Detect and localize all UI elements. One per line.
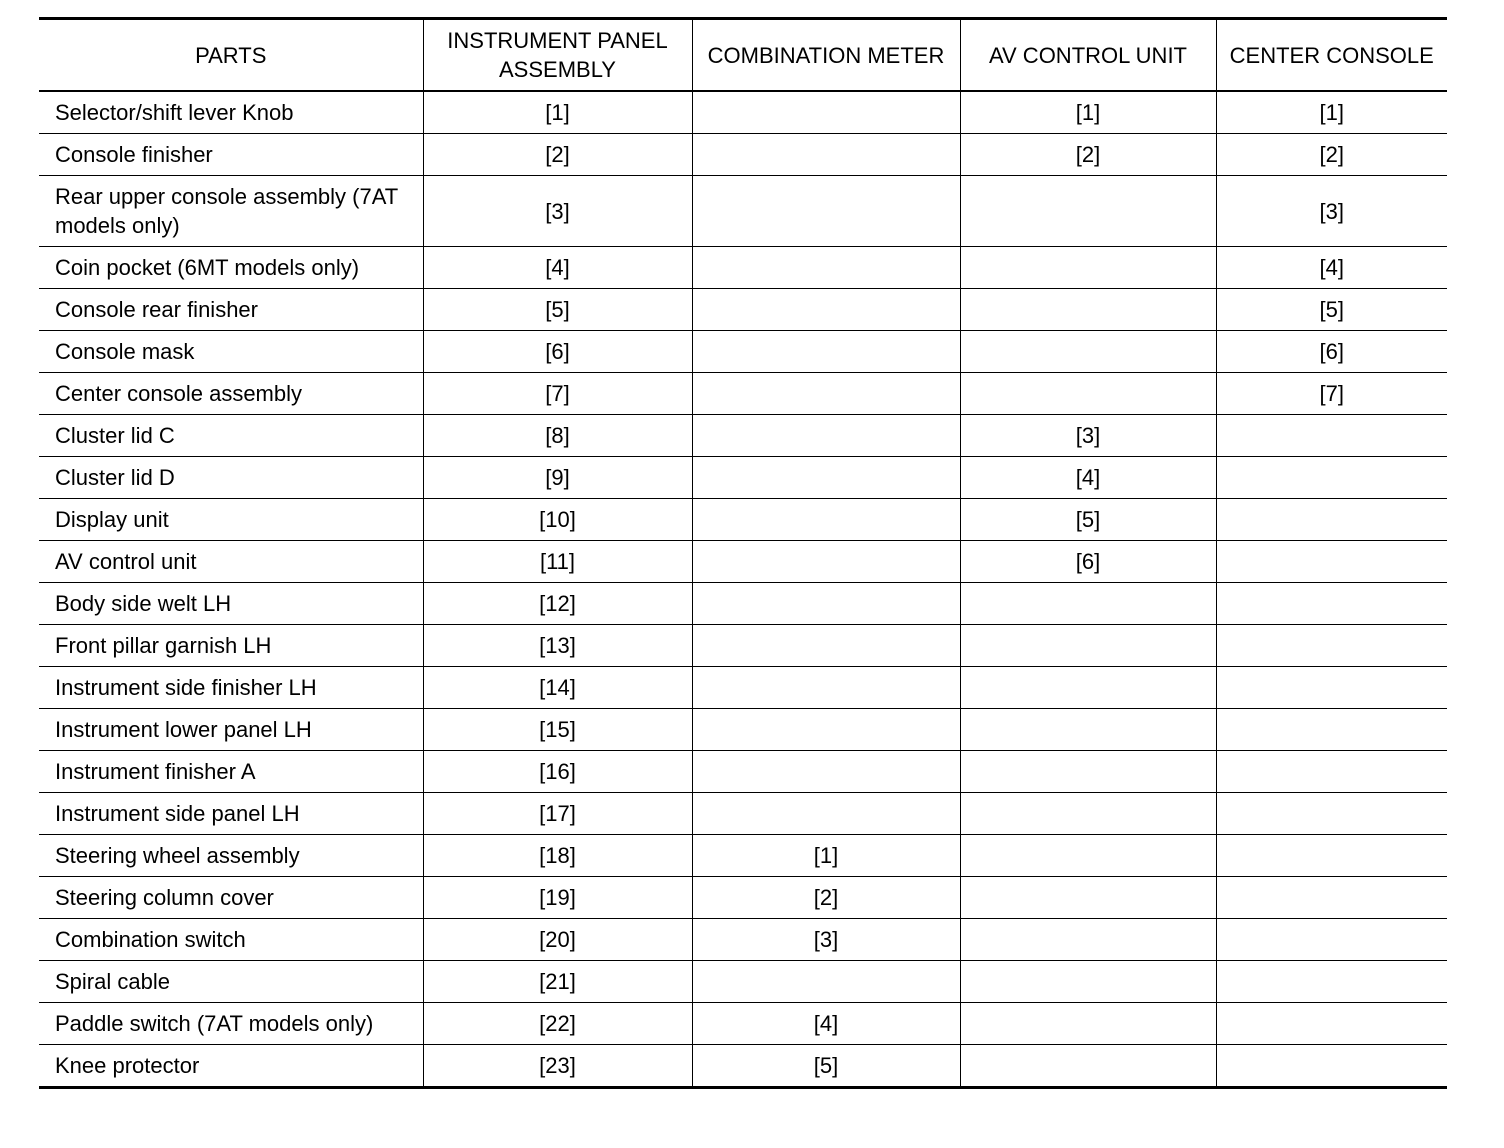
table-row	[39, 176, 1447, 247]
av-control-unit-cell: [2]	[960, 134, 1216, 176]
table-row	[39, 835, 1447, 877]
part-name-cell: Body side welt LH	[39, 583, 423, 625]
center-console-cell	[1216, 625, 1447, 667]
av-control-unit-cell: [5]	[960, 499, 1216, 541]
part-name-cell: Instrument finisher A	[39, 751, 423, 793]
part-name-cell: Cluster lid D	[39, 457, 423, 499]
table-row	[39, 457, 1447, 499]
part-name-cell: Steering wheel assembly	[39, 835, 423, 877]
table-row	[39, 1003, 1447, 1045]
av-control-unit-cell	[960, 835, 1216, 877]
av-control-unit-cell	[960, 961, 1216, 1003]
table-row	[39, 793, 1447, 835]
av-control-unit-cell	[960, 1003, 1216, 1045]
instrument-panel-assembly-cell: [21]	[423, 961, 692, 1003]
table-row	[39, 1045, 1447, 1088]
table-row	[39, 709, 1447, 751]
part-name-cell: Instrument side panel LH	[39, 793, 423, 835]
part-name-cell: Paddle switch (7AT models only)	[39, 1003, 423, 1045]
combination-meter-cell	[692, 331, 960, 373]
header-row	[39, 19, 1447, 92]
part-name-cell: AV control unit	[39, 541, 423, 583]
combination-meter-cell	[692, 751, 960, 793]
part-name-cell: Display unit	[39, 499, 423, 541]
av-control-unit-cell	[960, 176, 1216, 247]
center-console-cell	[1216, 415, 1447, 457]
instrument-panel-assembly-cell: [14]	[423, 667, 692, 709]
combination-meter-cell	[692, 415, 960, 457]
av-control-unit-cell	[960, 247, 1216, 289]
center-console-cell	[1216, 499, 1447, 541]
instrument-panel-assembly-cell: [8]	[423, 415, 692, 457]
center-console-cell	[1216, 457, 1447, 499]
part-name-cell: Rear upper console assembly (7AT models only)	[39, 176, 423, 247]
combination-meter-cell	[692, 176, 960, 247]
center-console-cell: [7]	[1216, 373, 1447, 415]
table-row	[39, 625, 1447, 667]
center-console-cell: [4]	[1216, 247, 1447, 289]
combination-meter-cell	[692, 709, 960, 751]
instrument-panel-assembly-cell: [13]	[423, 625, 692, 667]
instrument-panel-assembly-cell: [7]	[423, 373, 692, 415]
combination-meter-cell	[692, 541, 960, 583]
instrument-panel-assembly-cell: [6]	[423, 331, 692, 373]
combination-meter-cell: [2]	[692, 877, 960, 919]
combination-meter-cell: [4]	[692, 1003, 960, 1045]
table-row	[39, 541, 1447, 583]
center-console-cell: [3]	[1216, 176, 1447, 247]
table-row	[39, 583, 1447, 625]
table-row	[39, 499, 1447, 541]
center-console-cell	[1216, 709, 1447, 751]
instrument-panel-assembly-cell: [22]	[423, 1003, 692, 1045]
av-control-unit-cell	[960, 373, 1216, 415]
combination-meter-cell	[692, 793, 960, 835]
combination-meter-cell: [1]	[692, 835, 960, 877]
av-control-unit-cell	[960, 289, 1216, 331]
combination-meter-cell	[692, 373, 960, 415]
combination-meter-cell	[692, 625, 960, 667]
table-row	[39, 331, 1447, 373]
part-name-cell: Cluster lid C	[39, 415, 423, 457]
table-row	[39, 247, 1447, 289]
instrument-panel-assembly-cell: [19]	[423, 877, 692, 919]
parts-table	[39, 17, 1447, 1089]
table-row	[39, 667, 1447, 709]
center-console-cell	[1216, 541, 1447, 583]
instrument-panel-assembly-cell: [1]	[423, 91, 692, 134]
table-row	[39, 373, 1447, 415]
combination-meter-cell	[692, 961, 960, 1003]
part-name-cell: Console rear finisher	[39, 289, 423, 331]
part-name-cell: Instrument side finisher LH	[39, 667, 423, 709]
av-control-unit-cell	[960, 919, 1216, 961]
part-name-cell: Front pillar garnish LH	[39, 625, 423, 667]
instrument-panel-assembly-cell: [18]	[423, 835, 692, 877]
header-instrument-panel-assembly: INSTRUMENT PANEL ASSEMBLY	[423, 19, 692, 92]
center-console-cell	[1216, 1003, 1447, 1045]
combination-meter-cell	[692, 667, 960, 709]
center-console-cell	[1216, 667, 1447, 709]
av-control-unit-cell	[960, 1045, 1216, 1088]
av-control-unit-cell	[960, 625, 1216, 667]
center-console-cell: [1]	[1216, 91, 1447, 134]
instrument-panel-assembly-cell: [9]	[423, 457, 692, 499]
combination-meter-cell	[692, 583, 960, 625]
part-name-cell: Selector/shift lever Knob	[55, 100, 294, 125]
center-console-cell	[1216, 961, 1447, 1003]
combination-meter-cell: [3]	[692, 919, 960, 961]
center-console-cell	[1216, 877, 1447, 919]
center-console-cell	[1216, 919, 1447, 961]
instrument-panel-assembly-cell: [10]	[423, 499, 692, 541]
instrument-panel-assembly-cell: [12]	[423, 583, 692, 625]
table-body	[39, 91, 1447, 1088]
combination-meter-cell	[692, 457, 960, 499]
av-control-unit-cell: [4]	[960, 457, 1216, 499]
center-console-cell: [5]	[1216, 289, 1447, 331]
header-parts: PARTS	[39, 19, 423, 92]
av-control-unit-cell: [1]	[960, 91, 1216, 134]
instrument-panel-assembly-cell: [5]	[423, 289, 692, 331]
av-control-unit-cell	[960, 751, 1216, 793]
instrument-panel-assembly-cell: [2]	[423, 134, 692, 176]
part-name-cell: Center console assembly	[39, 373, 423, 415]
part-name-cell: Knee protector	[39, 1045, 423, 1088]
instrument-panel-assembly-cell: [17]	[423, 793, 692, 835]
table-row	[39, 961, 1447, 1003]
combination-meter-cell	[692, 499, 960, 541]
center-console-cell	[1216, 1045, 1447, 1088]
table-row	[39, 751, 1447, 793]
part-name-cell: Spiral cable	[39, 961, 423, 1003]
instrument-panel-assembly-cell: [3]	[423, 176, 692, 247]
part-name-cell: Coin pocket (6MT models only)	[39, 247, 423, 289]
table-row	[39, 919, 1447, 961]
av-control-unit-cell	[960, 877, 1216, 919]
av-control-unit-cell	[960, 709, 1216, 751]
combination-meter-cell	[692, 247, 960, 289]
combination-meter-cell: [5]	[692, 1045, 960, 1088]
part-name-cell: Combination switch	[39, 919, 423, 961]
av-control-unit-cell: [6]	[960, 541, 1216, 583]
center-console-cell	[1216, 793, 1447, 835]
combination-meter-cell	[692, 289, 960, 331]
instrument-panel-assembly-cell: [20]	[423, 919, 692, 961]
instrument-panel-assembly-cell: [4]	[423, 247, 692, 289]
header-av-control-unit: AV CONTROL UNIT	[960, 19, 1216, 92]
av-control-unit-cell	[960, 583, 1216, 625]
instrument-panel-assembly-cell: [11]	[423, 541, 692, 583]
header-center-console: CENTER CONSOLE	[1216, 19, 1447, 92]
part-name-cell: Instrument lower panel LH	[39, 709, 423, 751]
instrument-panel-assembly-cell: [15]	[423, 709, 692, 751]
center-console-cell: [6]	[1216, 331, 1447, 373]
table-row	[39, 877, 1447, 919]
table-header	[39, 19, 1447, 92]
table-row	[39, 91, 1447, 134]
combination-meter-cell	[692, 91, 960, 134]
table-row	[39, 415, 1447, 457]
center-console-cell	[1216, 751, 1447, 793]
combination-meter-cell	[692, 134, 960, 176]
center-console-cell	[1216, 835, 1447, 877]
av-control-unit-cell	[960, 793, 1216, 835]
instrument-panel-assembly-cell: [16]	[423, 751, 692, 793]
part-name-cell: Steering column cover	[39, 877, 423, 919]
header-combination-meter: COMBINATION METER	[692, 19, 960, 92]
table-row	[39, 289, 1447, 331]
center-console-cell: [2]	[1216, 134, 1447, 176]
part-name-cell: Console mask	[39, 331, 423, 373]
av-control-unit-cell	[960, 331, 1216, 373]
table-row	[39, 134, 1447, 176]
instrument-panel-assembly-cell: [23]	[423, 1045, 692, 1088]
center-console-cell	[1216, 583, 1447, 625]
part-name-cell: Console finisher	[39, 134, 423, 176]
av-control-unit-cell: [3]	[960, 415, 1216, 457]
av-control-unit-cell	[960, 667, 1216, 709]
